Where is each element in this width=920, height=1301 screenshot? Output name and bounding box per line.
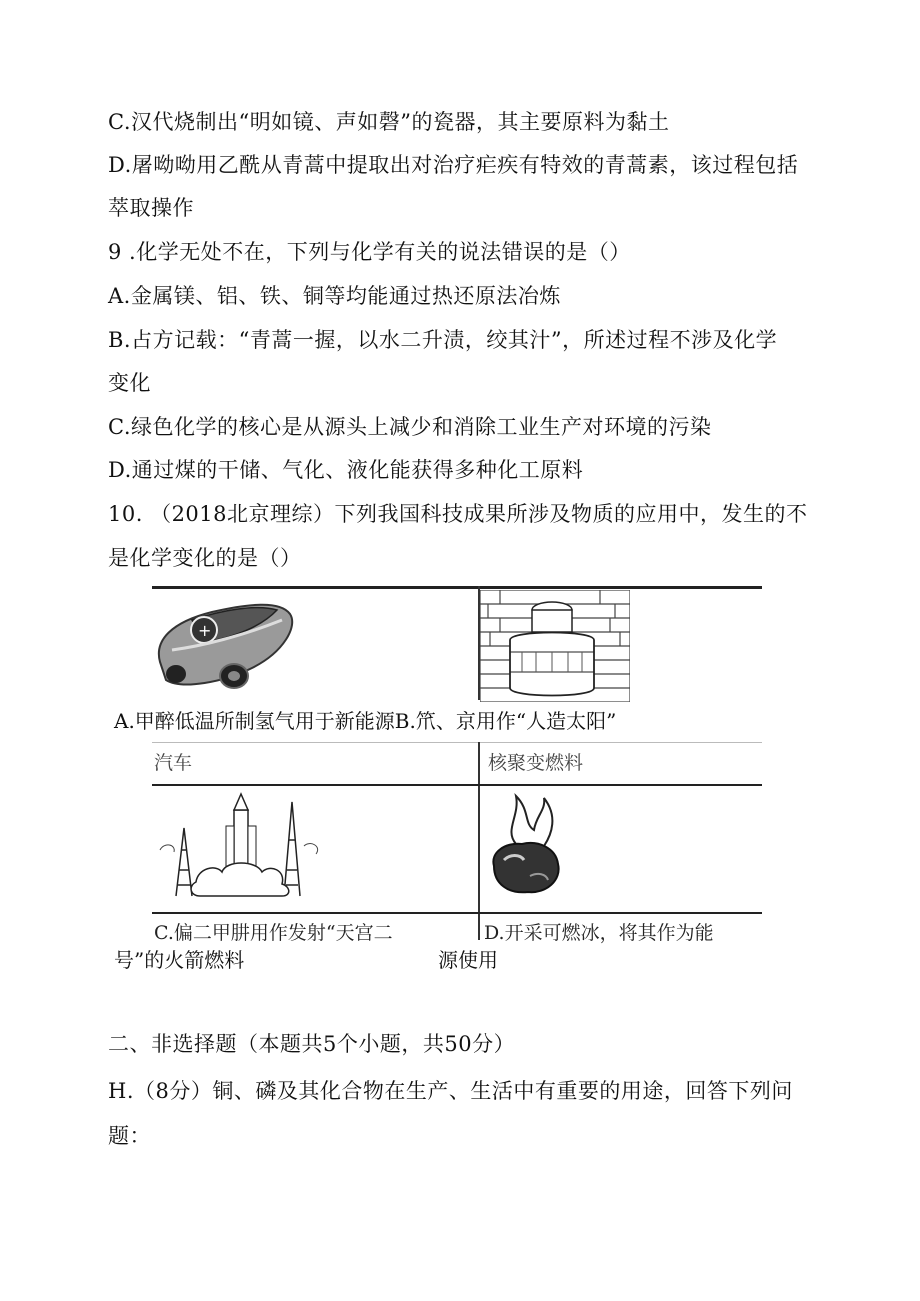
option-d-continuation: 萃取操作 bbox=[108, 196, 194, 220]
q9-option-d: D.通过煤的干储、气化、液化能获得多种化工原料 bbox=[108, 458, 584, 482]
q9-option-a: A.金属镁、铝、铁、铜等均能通过热还原法冶炼 bbox=[108, 284, 561, 308]
label-fusion-fuel: 核聚变燃料 bbox=[488, 752, 584, 774]
question-11-continuation: 题： bbox=[108, 1124, 151, 1148]
label-car: 汽车 bbox=[154, 752, 193, 774]
combustible-ice-illustration bbox=[486, 790, 566, 898]
option-c-line: C.汉代烧制出“明如镜、声如磬”的瓷器，其主要原料为黏土 bbox=[108, 110, 670, 134]
table-divider-bottom bbox=[478, 742, 480, 940]
table-rule-3 bbox=[152, 784, 762, 786]
svg-text:+: + bbox=[198, 621, 212, 640]
table-bottom-rule bbox=[152, 912, 762, 914]
table-rule-2 bbox=[152, 742, 762, 743]
question-11: H.（8分）铜、磷及其化合物在生产、生活中有重要的用途，回答下列问 bbox=[108, 1079, 793, 1103]
q9-option-b: B.占方记载：“青蒿一握，以水二升渍，绞其汁”，所述过程不涉及化学 bbox=[108, 328, 778, 352]
label-d-line1: D.开采可燃冰，将其作为能 bbox=[484, 922, 714, 944]
question-10-continuation: 是化学变化的是（） bbox=[108, 546, 302, 570]
label-d-line2: 源使用 bbox=[438, 948, 498, 972]
rocket-launch-illustration bbox=[156, 790, 326, 898]
q9-option-c: C.绿色化学的核心是从源头上减少和消除工业生产对环境的污染 bbox=[108, 415, 712, 439]
question-9: 9 .化学无处不在，下列与化学有关的说法错误的是（） bbox=[108, 240, 631, 264]
table-top-rule bbox=[152, 586, 762, 589]
fusion-reactor-illustration bbox=[480, 590, 630, 702]
car-illustration bbox=[152, 590, 297, 700]
caption-a-b: A.甲醉低温所制氢气用于新能源B.笊、京用作“人造太阳” bbox=[114, 709, 617, 733]
question-10: 10. （2018北京理综）下列我国科技成果所涉及物质的应用中，发生的不 bbox=[108, 502, 808, 526]
options-image-table bbox=[114, 586, 762, 944]
section-heading: 二、非选择题（本题共5个小题，共50分） bbox=[108, 1032, 516, 1056]
label-c-line2: 号”的火箭燃料 bbox=[114, 948, 245, 972]
q9-option-b-continuation: 变化 bbox=[108, 371, 151, 395]
option-d-line: D.屠呦呦用乙酰从青蒿中提取出对治疗疟疾有特效的青蒿素，该过程包括 bbox=[108, 153, 799, 177]
label-c-line1: C.偏二甲肼用作发射“天宫二 bbox=[154, 922, 393, 944]
